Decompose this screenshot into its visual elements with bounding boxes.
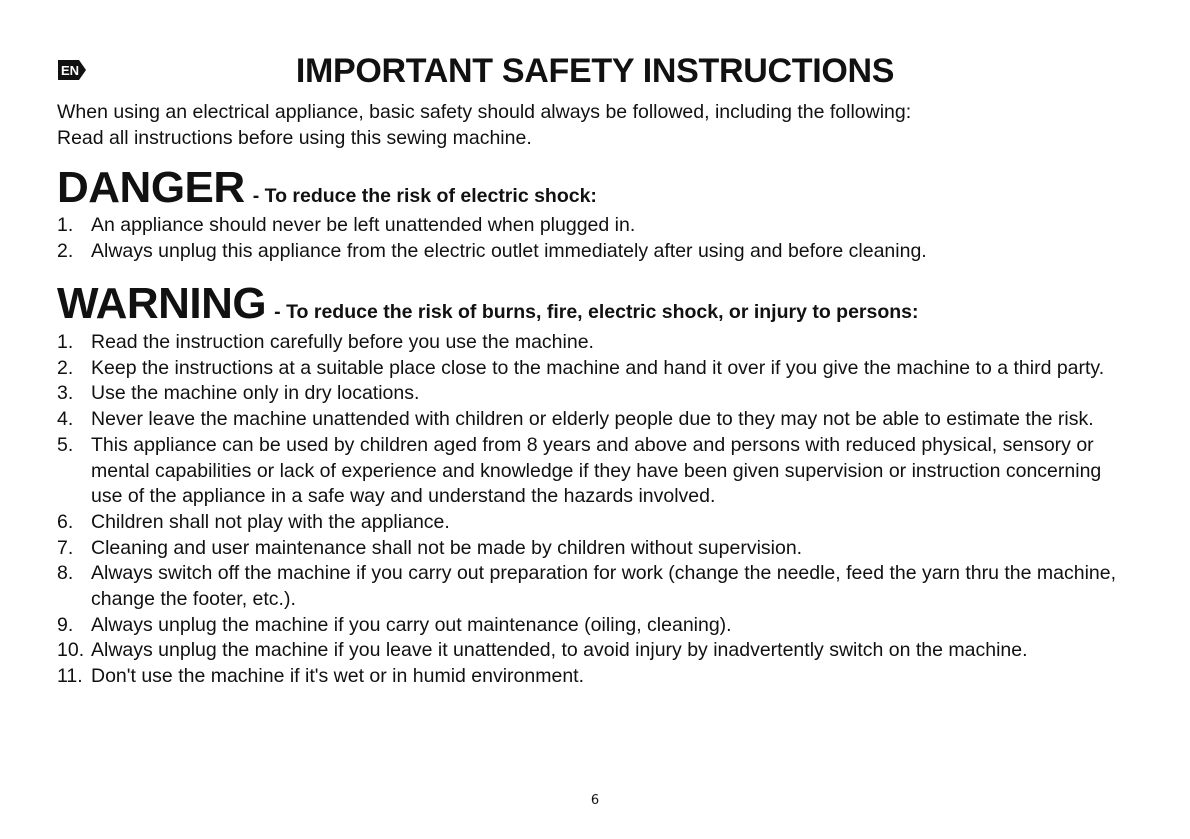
list-item [57,510,1137,536]
item-text: This appliance can be used by children aged from 8 years and above and persons with reduced physical, sensory or mental capabilities or lack of experience and knowledge if they have been given supervision or instruction concerning use of the appliance in a safe way and understand the hazards involved. [91,433,1102,508]
item-number: 4. [57,408,74,431]
list-item [57,407,1137,433]
list-item [57,356,1137,382]
item-text: Cleaning and user maintenance shall not be made by children without supervision. [91,536,803,559]
list-item [57,239,1137,265]
list-item [57,433,1137,510]
item-number: 6. [57,510,74,533]
item-number: 1. [57,331,74,353]
list-item [57,638,1137,664]
list-item [57,381,1137,407]
list-item [57,330,1137,356]
list-item [57,664,1137,690]
item-number: 2. [57,239,74,262]
intro-line-2: Read all instructions before using this sewing machine. [57,127,532,149]
item-text: An appliance should never be left unattended when plugged in. [91,214,636,236]
list-item [57,561,1137,612]
warning-subtitle: - To reduce the risk of burns, fire, electric shock, or injury to persons: [274,301,919,323]
item-text: Always switch off the machine if you carry out preparation for work (change the needle, feed the yarn thru the machine, change the footer, etc.). [91,562,1117,611]
intro-line-1: When using an electrical appliance, basic safety should always be followed, including the following: [57,101,912,123]
danger-list [57,213,1137,264]
language-badge-label: EN [61,63,80,78]
item-text: Use the machine only in dry locations. [91,382,420,405]
item-text: Don't use the machine if it's wet or in humid environment. [91,665,585,688]
list-item [57,536,1137,562]
item-number: 9. [57,613,74,636]
item-number: 1. [57,214,74,236]
item-number: 8. [57,562,74,585]
warning-heading [57,279,919,329]
danger-title: DANGER [57,163,245,212]
warning-list [57,330,1137,690]
danger-heading [57,163,597,213]
page-number: 6 [590,793,600,808]
item-number: 11. [57,665,83,688]
item-text: Always unplug the machine if you carry out maintenance (oiling, cleaning). [91,613,732,636]
page-title: IMPORTANT SAFETY INSTRUCTIONS [295,52,895,90]
item-number: 2. [57,356,74,379]
item-number: 3. [57,382,74,405]
item-number: 5. [57,433,74,456]
list-item [57,613,1137,639]
item-text: Keep the instructions at a suitable place close to the machine and hand it over if you give the machine to a third party. [91,356,1105,379]
item-text: Children shall not play with the appliance. [91,510,450,533]
danger-subtitle: - To reduce the risk of electric shock: [252,185,597,207]
warning-title: WARNING [57,279,267,328]
item-number: 7. [57,536,74,559]
item-text: Always unplug the machine if you leave it unattended, to avoid injury by inadvertently switch on the machine. [91,639,1028,662]
item-text: Read the instruction carefully before you use the machine. [91,331,594,353]
item-text: Always unplug this appliance from the electric outlet immediately after using and before cleaning. [91,239,927,262]
intro-text [57,99,911,151]
item-number: 10. [57,639,85,662]
item-text: Never leave the machine unattended with children or elderly people due to they may not be able to estimate the risk. [91,408,1094,431]
list-item [57,213,1137,239]
